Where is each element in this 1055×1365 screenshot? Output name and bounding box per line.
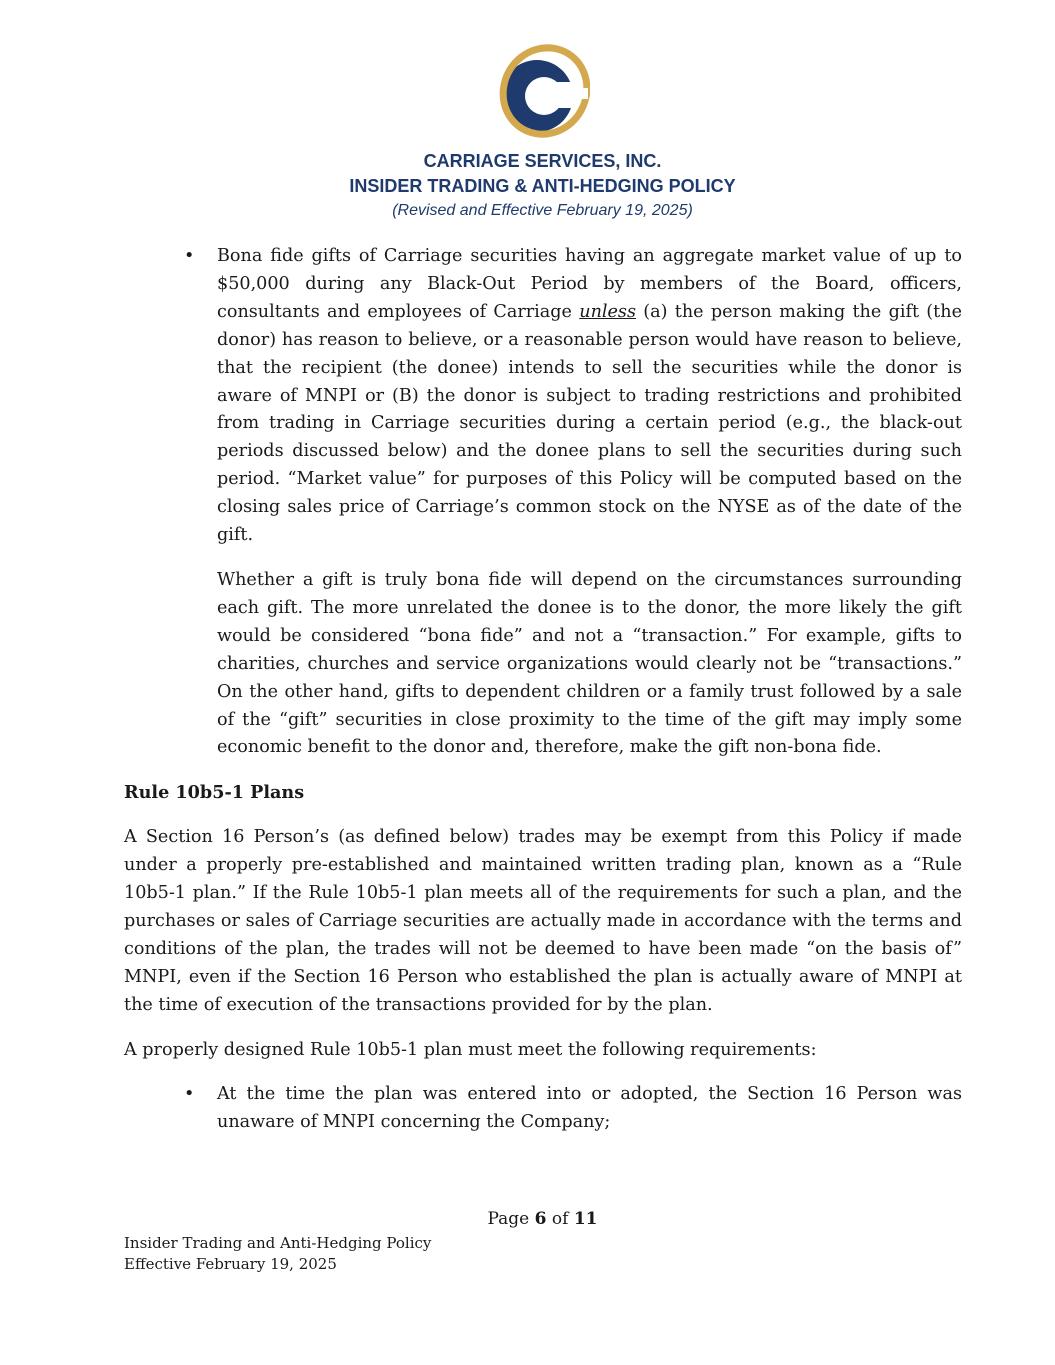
section-paragraph: A Section 16 Person’s (as defined below) trades may be exempt from this Policy if made under a properly pre-established and maintained written trading plan, known as a “Rule 10b5-1 plan.” If the Rule 10b5-1 plan meets all of the requirements for such a plan, and the purchases or sales of Carriage securities are actually made in accordance with the terms and conditions of the plan, the trades will not be deemed to have been made “on the basis of” MNPI, even if the Section 16 Person who established the plan is actually aware of MNPI at the time of execution of the transactions provided for by the plan.	[124, 827, 962, 1015]
policy-title: INSIDER TRADING & ANTI-HEDGING POLICY	[349, 176, 736, 196]
page-prefix: Page	[487, 1209, 535, 1229]
page-current: 6	[534, 1209, 547, 1229]
requirement-bullet	[124, 1081, 962, 1137]
page-number	[0, 1209, 1055, 1229]
gift-bullet	[124, 243, 962, 550]
company-logo	[496, 44, 590, 138]
document-body	[124, 243, 962, 1137]
company-name: CARRIAGE SERVICES, INC.	[423, 151, 662, 171]
revision-date: (Revised and Effective February 19, 2025)	[392, 202, 693, 219]
gift-bullet-text-post: (a) the person making the gift (the donor) has reason to believe, or a reasonable person would have reason to believe, that the recipient (the donee) intends to sell the securities while the donor is aware of MNPI or (B) the donor is subject to trading restrictions and prohibited from trading in Carriage securities during a certain period (e.g., the black-out periods discussed below) and the donee plans to sell the securities during such period. “Market value” for purposes of this Policy will be computed based on the closing sales price of Carriage’s common stock on the NYSE as of the date of the gift.	[217, 301, 962, 546]
gift-bullet-text-pre: Bona fide gifts of Carriage securities having an aggregate market value of up to $50,000 during any Black-Out Period by members of the Board, officers, consultants and employees of Carriage	[217, 246, 962, 322]
requirements-intro: A properly designed Rule 10b5-1 plan must meet the following requirements:	[124, 1039, 817, 1060]
bullet-marker: •	[184, 1084, 195, 1105]
section-heading: Rule 10b5-1 Plans	[124, 782, 305, 804]
footer-doc-title: Insider Trading and Anti-Hedging Policy	[124, 1234, 432, 1252]
requirement-bullet-text: At the time the plan was entered into or adopted, the Section 16 Person was unaware of MNPI concerning the Company;	[217, 1084, 962, 1133]
gift-bullet-emphasis: unless	[579, 301, 636, 322]
gift-paragraph: Whether a gift is truly bona fide will depend on the circumstances surrounding each gift. The more unrelated the donee is to the donor, the more likely the gift would be considered “bona fide” and not a “transaction.” For example, gifts to charities, churches and service organizations would clearly not be “transactions.” On the other hand, gifts to dependent children or a family trust followed by a sale of the “gift” securities in close proximity to the time of the gift may imply some economic benefit to the donor and, therefore, make the gift non-bona fide.	[217, 569, 962, 758]
footer-doc-info	[124, 1233, 431, 1275]
page-of: of	[546, 1209, 574, 1229]
footer-effective-date: Effective February 19, 2025	[124, 1255, 337, 1273]
bullet-marker: •	[184, 246, 195, 266]
page-total: 11	[573, 1209, 598, 1229]
